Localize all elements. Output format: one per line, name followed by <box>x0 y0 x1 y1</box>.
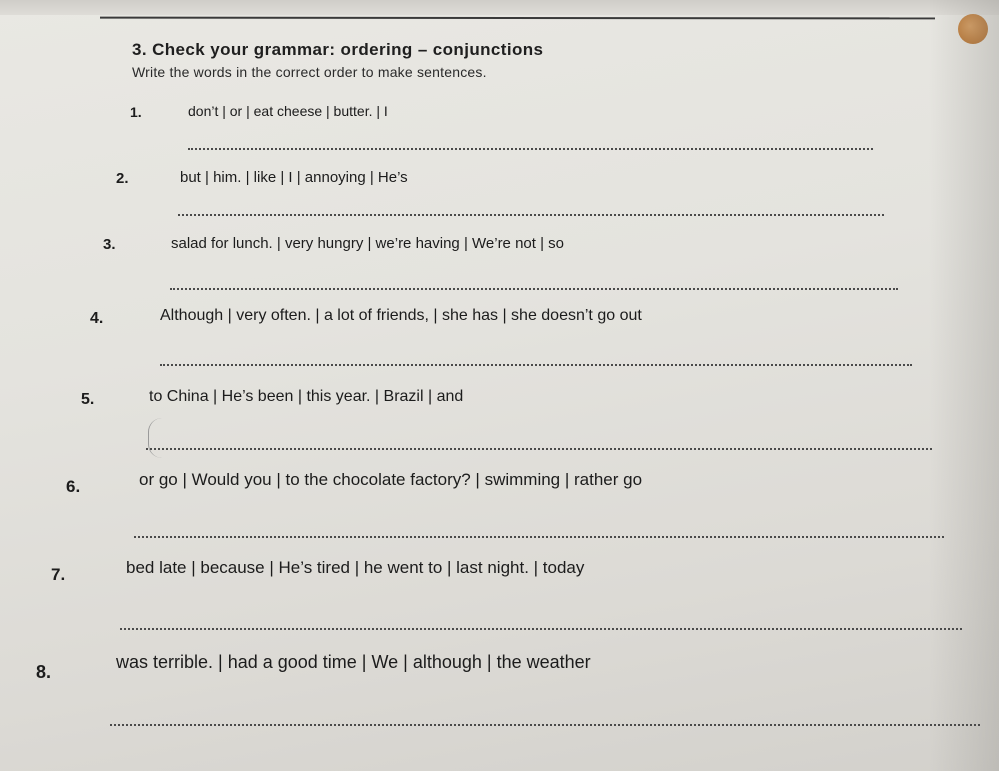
exercise-title: 3. Check your grammar: ordering – conjunctions <box>132 40 544 59</box>
item-number: 1. <box>130 104 142 120</box>
item-number: 4. <box>90 310 104 327</box>
item-words: Although | very often. | a lot of friends, | she has | she doesn’t go out <box>160 307 642 324</box>
pencil-mark <box>148 418 165 458</box>
item-words: bed late | because | He’s tired | he went to | last night. | today <box>126 558 585 577</box>
item-number: 8. <box>36 662 52 682</box>
item-number: 7. <box>51 565 66 584</box>
answer-line[interactable] <box>134 536 944 538</box>
item-words: salad for lunch. | very hungry | we’re having | We’re not | so <box>171 235 564 252</box>
item-number: 6. <box>66 477 81 496</box>
answer-line[interactable] <box>110 724 980 726</box>
item-words: or go | Would you | to the chocolate factory? | swimming | rather go <box>139 470 643 489</box>
item-number: 2. <box>116 170 129 187</box>
item-words: was terrible. | had a good time | We | although | the weather <box>116 652 591 672</box>
answer-line[interactable] <box>178 214 884 216</box>
answer-line[interactable] <box>120 628 962 630</box>
answer-line[interactable] <box>160 364 912 366</box>
page-top-edge <box>0 0 999 15</box>
item-words: to China | He’s been | this year. | Brazil | and <box>149 388 464 405</box>
answer-line[interactable] <box>146 448 932 450</box>
page-shadow <box>929 0 999 771</box>
item-number: 5. <box>81 391 95 408</box>
item-words: but | him. | like | I | annoying | He’s <box>180 169 408 186</box>
item-words: don’t | or | eat cheese | butter. | I <box>188 103 388 119</box>
exercise-instructions: Write the words in the correct order to make sentences. <box>132 64 487 80</box>
answer-line[interactable] <box>170 288 898 290</box>
header-rule <box>100 17 935 20</box>
answer-line[interactable] <box>188 148 873 150</box>
item-number: 3. <box>103 236 116 253</box>
